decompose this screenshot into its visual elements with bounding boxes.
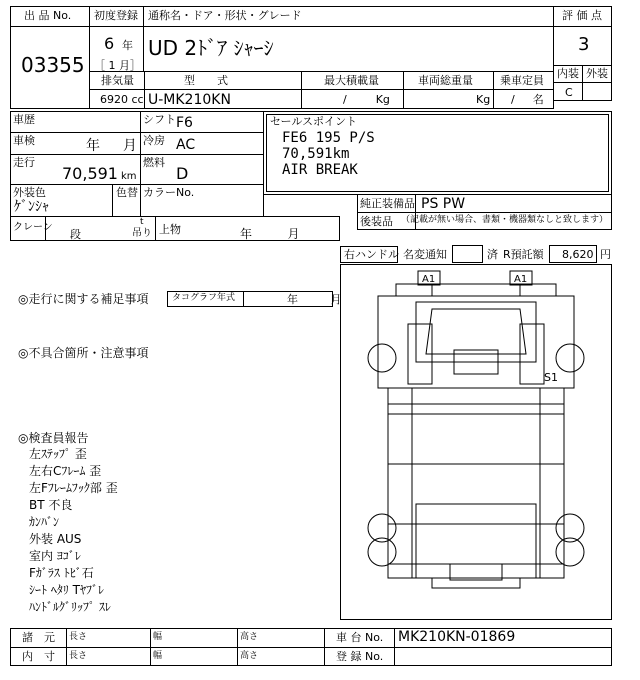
history-label: 車歴 [13, 113, 35, 126]
interior-grade: C [565, 86, 573, 99]
inspector-line: 左ｽﾃｯﾌﾟ 歪 [29, 447, 87, 461]
rating-label: 評 価 点 [562, 9, 602, 22]
exterior-color-label: 外装色 [13, 186, 46, 199]
footer-width-label: 幅 [153, 651, 163, 661]
rating-value: 3 [578, 34, 590, 55]
color-code-label: カラーNo. [143, 186, 195, 199]
interior-label: 内装 [557, 67, 579, 80]
first-reg-month: ［ 1 月］ [94, 59, 141, 72]
r-unit: 円 [600, 248, 611, 261]
footer-specs-label: 諸 元 [22, 631, 55, 644]
footer-dimensions-label: 内 寸 [22, 650, 55, 663]
shift-label: シフト [143, 113, 176, 126]
footer-height-label: 高さ [240, 632, 259, 642]
model-label: 型 式 [184, 74, 228, 87]
exterior-color-value: ｹﾞﾝｼｬ [14, 199, 49, 215]
year-unit: 年 [122, 39, 133, 52]
inspector-line: ﾊﾝﾄﾞﾙｸﾞﾘｯﾌﾟ ｽﾚ [29, 600, 111, 614]
aftermarket-label: 後装品 [360, 215, 393, 228]
sales-point-label: セールスポイント [270, 115, 358, 128]
ac-value: AC [176, 137, 196, 153]
lot-label: 出 品 No. [24, 9, 72, 22]
fuel-value: D [176, 164, 189, 183]
tachograph-label: タコグラフ年式 [172, 293, 236, 303]
vehicle-name-label: 通称名・ドア・形状・グレード [148, 9, 302, 22]
footer-height-label: 高さ [240, 651, 259, 661]
color-change-label: 色替 [116, 186, 138, 199]
inspector-line: 左Fﾌﾚｰﾑﾌｯｸ部 歪 [29, 481, 118, 495]
footer-length-label: 長さ [69, 632, 88, 642]
name-change-box [452, 245, 483, 263]
genuine-label: 純正装備品 [360, 197, 415, 210]
name-change-label: 名変通知 [403, 248, 447, 261]
aftermarket-note: （記載が無い場合、書類・機器類なしと致します） [401, 215, 609, 225]
r-label: R預託額 [503, 248, 544, 261]
max-load-unit: / Kg [343, 93, 390, 106]
handle-value: 右ハンドル [344, 248, 399, 261]
truck-chassis-diagram [340, 264, 612, 620]
sales-point-line-2: 70,591km [282, 146, 350, 162]
inspector-report [29, 446, 118, 616]
damage-mark-a1-left: A1 [422, 274, 436, 285]
crane-stage: 段 [70, 228, 81, 241]
sales-point-line-3: AIR BREAK [282, 162, 358, 178]
first-reg-year: 6 [104, 34, 115, 53]
genuine-value: PS PW [421, 196, 466, 212]
gross-weight-label: 車両総重量 [418, 74, 473, 87]
ac-label: 冷房 [143, 134, 165, 147]
exterior-label: 外装 [586, 67, 608, 80]
sales-point-line-1: FE6 195 P/S [282, 130, 375, 146]
inspector-line: 室内 ﾖｺﾞﾚ [29, 549, 81, 563]
vehicle-name: UD 2ﾄﾞｱ ｼｬｰｼ [148, 36, 274, 60]
upper-value: 年 月 [240, 227, 300, 241]
capacity-label: 乗車定員 [500, 74, 544, 87]
chassis-number: MK210KN-01869 [398, 629, 516, 645]
tachograph-value: 年 月 [287, 293, 342, 306]
inspector-line: ｼｰﾄ ﾍﾀﾘ Tﾔﾌﾞﾚ [29, 583, 104, 597]
displacement-label: 排気量 [101, 74, 134, 87]
inspection-label: 車検 [13, 134, 35, 147]
mileage-unit: km [121, 171, 137, 182]
lot-number: 03355 [21, 53, 85, 77]
defects-label: ◎不具合箇所・注意事項 [18, 346, 149, 360]
capacity-unit: / 名 [511, 93, 544, 106]
inspector-label: ◎検査員報告 [18, 431, 89, 445]
displacement-value: 6920 cc [100, 93, 144, 106]
crane-lift-top: t [140, 217, 144, 227]
first-reg-label: 初度登録 [94, 9, 138, 22]
max-load-label: 最大積載量 [324, 74, 379, 87]
footer-width-label: 幅 [153, 632, 163, 642]
upper-label: 上物 [159, 223, 181, 236]
chassis-label: 車 台 No. [336, 631, 384, 644]
inspector-line: Fｶﾞﾗｽ ﾄﾋﾞ石 [29, 566, 94, 580]
fuel-label: 燃料 [143, 156, 165, 169]
supplementary-label: ◎走行に関する補足事項 [18, 292, 149, 306]
inspector-line: 外装 AUS [29, 532, 82, 546]
mileage-value: 70,591 [62, 164, 118, 183]
gross-weight-unit: Kg [476, 93, 491, 106]
damage-mark-a1-right: A1 [514, 274, 528, 285]
inspector-line: 左右Cﾌﾚｰﾑ 歪 [29, 464, 102, 478]
crane-lift-bottom: 吊り [132, 228, 152, 239]
shift-value: F6 [176, 115, 193, 131]
model-value: U-MK210KN [148, 92, 231, 108]
damage-mark-s1: S1 [544, 371, 558, 384]
registration-label: 登 録 No. [336, 650, 384, 663]
inspector-line: ｶﾝﾊﾞﾝ [29, 515, 60, 529]
mileage-label: 走行 [13, 156, 35, 169]
inspector-line: BT 不良 [29, 498, 73, 512]
crane-label: クレーン [13, 222, 53, 233]
r-prefix: 済 [487, 248, 498, 261]
r-amount: 8,620 [562, 248, 594, 261]
inspection-value: 年 月 [86, 138, 137, 154]
footer-length-label: 長さ [69, 651, 88, 661]
